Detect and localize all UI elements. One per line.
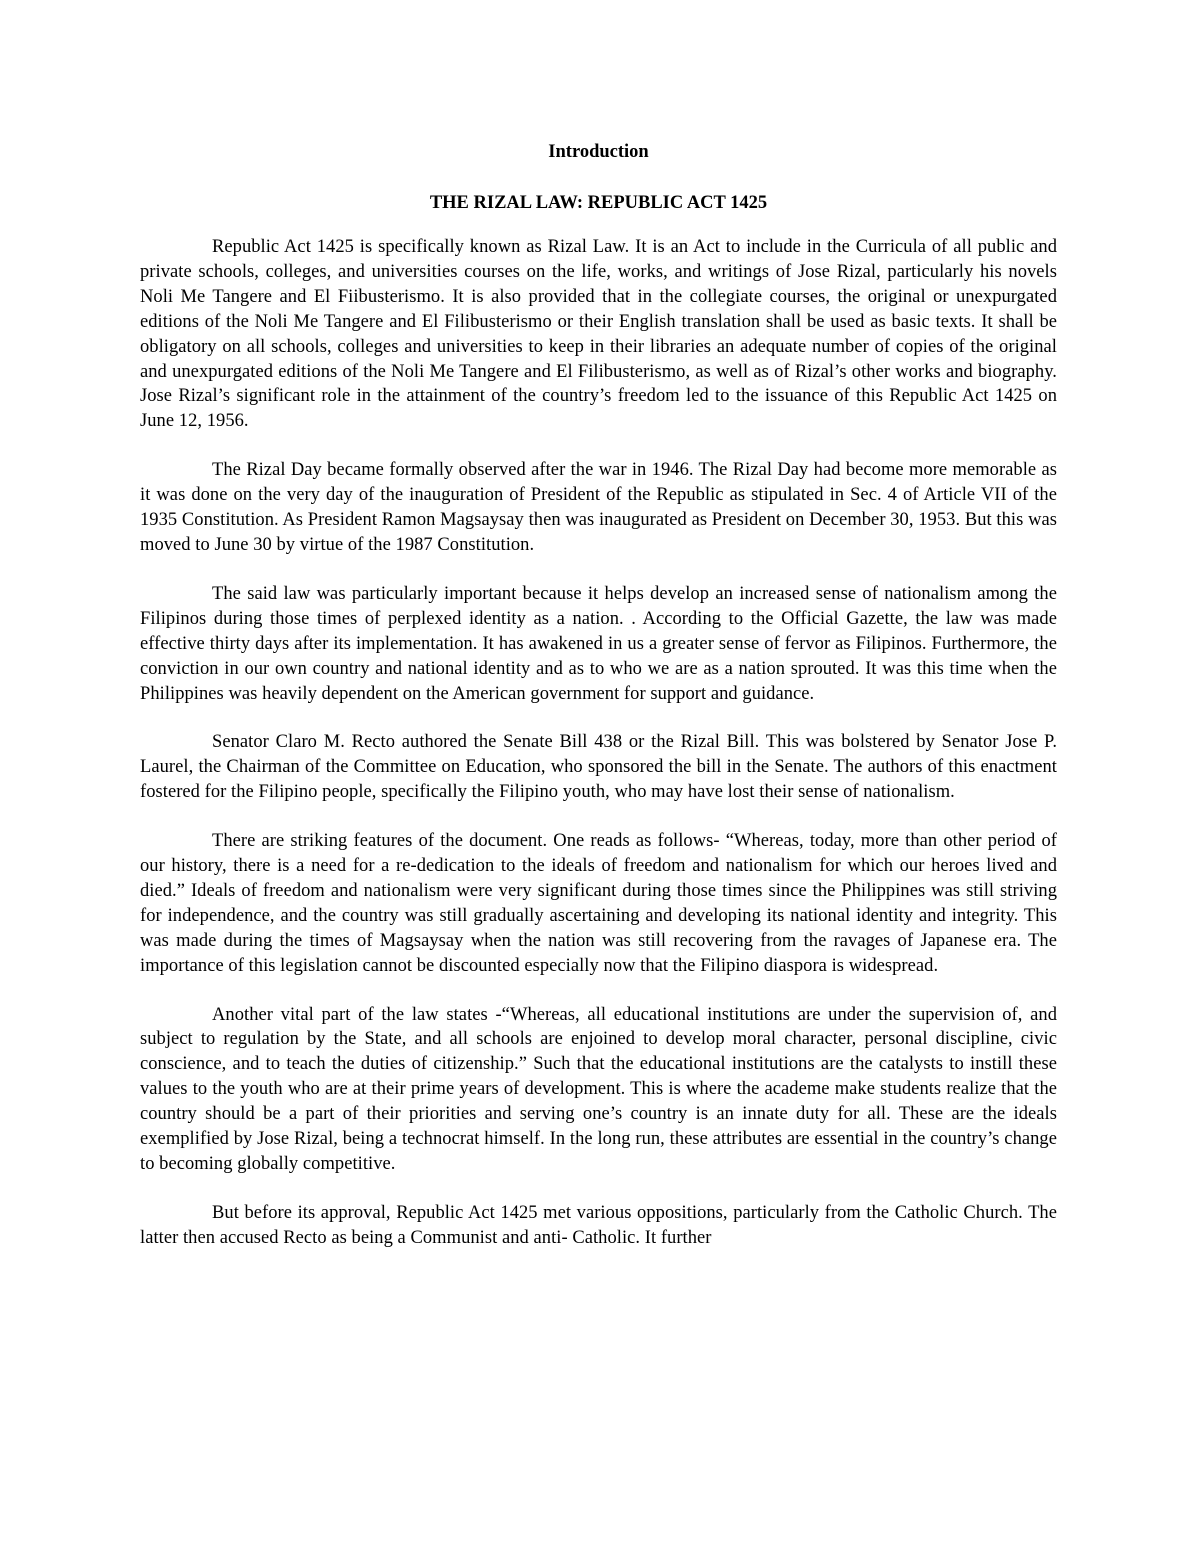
document-title: THE RIZAL LAW: REPUBLIC ACT 1425 <box>429 193 768 213</box>
paragraph-importance: The said law was particularly important because it helps develop an increased sense of nationalism among the Filipinos during those times of perplexed identity as a nation. . According to the Official Gazette, the law was made effective thirty days after its implementation. It has awakened in us a greater sense of fervor as Filipinos. Furthermore, the conviction in our own country and national identity and as to who we are as a nation sprouted. It was this time when the Philippines was heavily dependent on the American government for support and guidance. <box>140 583 1057 704</box>
paragraph-senate-bill: Senator Claro M. Recto authored the Senate Bill 438 or the Rizal Bill. This was bolstered by Senator Jose P. Laurel, the Chairman of the Committee on Education, who sponsored the bill in the Senate. The authors of this enactment fostered for the Filipino people, specifically the Filipino youth, who may have lost their sense of nationalism. <box>140 732 1057 803</box>
document-body <box>140 140 1057 1251</box>
paragraph-oppositions: But before its approval, Republic Act 1425 met various oppositions, particularly from the Catholic Church. The latter then accused Recto as being a Communist and anti- Catholic. It further <box>140 1202 1057 1248</box>
paragraph-republic-act: Republic Act 1425 is specifically known as Rizal Law. It is an Act to include in the Curricula of all public and private schools, colleges, and universities courses on the life, works, and writings of Jose Rizal, particularly his novels Noli Me Tangere and El Fiibusterismo. It is also provided that in the collegiate courses, the original or unexpurgated editions of the Noli Me Tangere and El Filibusterismo or their English translation shall be used as basic texts. It shall be obligatory on all schools, colleges and universities to keep in their libraries an adequate number of copies of the original and unexpurgated editions of the Noli Me Tangere and El Filibusterismo, as well as of Rizal’s other works and biography. Jose Rizal’s significant role in the attainment of the country’s freedom led to the issuance of this Republic Act 1425 on June 12, 1956. <box>140 237 1057 432</box>
section-heading: Introduction <box>548 142 649 162</box>
paragraph-striking-features: There are striking features of the document. One reads as follows- “Whereas, today, more than other period of our history, there is a need for a re-dedication to the ideals of freedom and nationalism for which our heroes lived and died.” Ideals of freedom and nationalism were very significant during those times since the Philippines was still striving for independence, and the country was still gradually ascertaining and developing its national identity and integrity. This was made during the times of Magsaysay when the nation was still recovering from the ravages of Japanese era. The importance of this legislation cannot be discounted especially now that the Filipino diaspora is widespread. <box>140 831 1057 976</box>
paragraph-rizal-day: The Rizal Day became formally observed after the war in 1946. The Rizal Day had become more memorable as it was done on the very day of the inauguration of President of the Republic as stipulated in Sec. 4 of Article VII of the 1935 Constitution. As President Ramon Magsaysay then was inaugurated as President on December 30, 1953. But this was moved to June 30 by virtue of the 1987 Constitution. <box>140 460 1057 555</box>
paragraph-educational-institutions: Another vital part of the law states -“Whereas, all educational institutions are under the supervision of, and subject to regulation by the State, and all schools are enjoined to develop moral character, personal discipline, civic conscience, and to teach the duties of citizenship.” Such that the educational institutions are the catalysts to instill these values to the youth who are at their prime years of development. This is where the academe make students realize that the country should be a part of their priorities and serving one’s country is an innate duty for all. These are the ideals exemplified by Jose Rizal, being a technocrat himself. In the long run, these attributes are essential in the country’s change to becoming globally competitive. <box>140 1004 1057 1174</box>
